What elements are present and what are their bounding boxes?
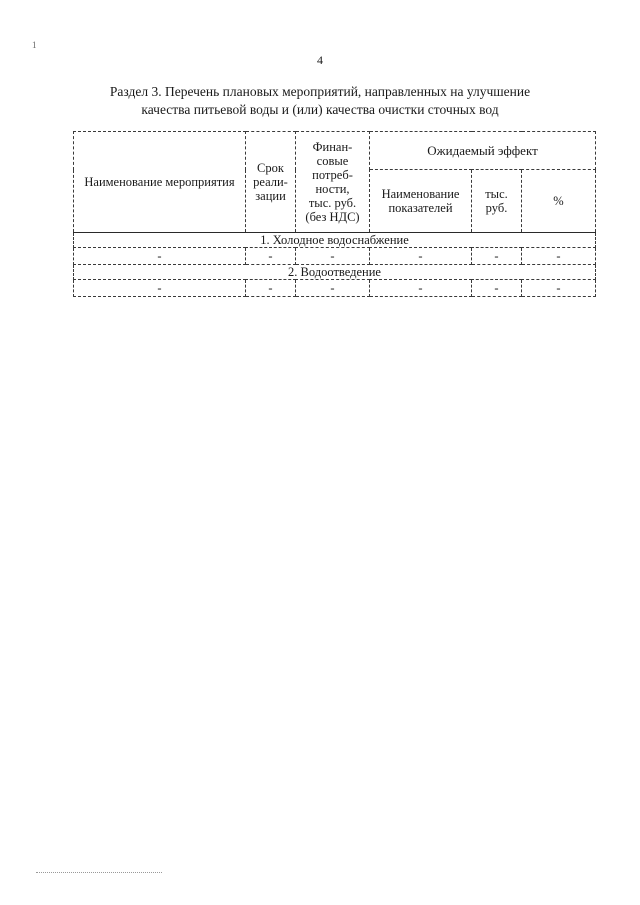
cell-term: - [246,248,296,265]
corner-mark: 1 [32,40,37,50]
header-percent: % [522,170,596,233]
cell-finance: - [296,280,370,297]
header-finance: Финан- совые потреб- ности, тыс. руб. (без НДС) [296,132,370,233]
page-number: 4 [317,53,323,67]
header-term: Срок реали- зации [246,132,296,233]
table-row [74,248,596,265]
footer-line [36,872,162,873]
section-wastewater: 2. Водоотведение [74,265,596,280]
cell-thousand-rub: - [472,248,522,265]
table-row [74,280,596,297]
cell-finance: - [296,248,370,265]
section-title-line-2: качества питьевой воды и (или) качества очистки сточных вод [141,102,499,117]
header-indicators: Наименование показателей [370,170,472,233]
header-thousand-rub: тыс. руб. [472,170,522,233]
cell-thousand-rub: - [472,280,522,297]
section-cold-water: 1. Холодное водоснабжение [74,233,596,248]
cell-percent: - [522,280,596,297]
cell-term: - [246,280,296,297]
cell-indicators: - [370,248,472,265]
header-measure-name: Наименование мероприятия [74,132,246,233]
header-expected-effect: Ожидаемый эффект [370,132,596,170]
measures-table [73,131,596,297]
cell-indicators: - [370,280,472,297]
cell-measure: - [74,280,246,297]
section-title-line-1: Раздел 3. Перечень плановых мероприятий, направленных на улучшение [109,84,531,99]
section-title [0,83,640,119]
cell-percent: - [522,248,596,265]
cell-measure: - [74,248,246,265]
